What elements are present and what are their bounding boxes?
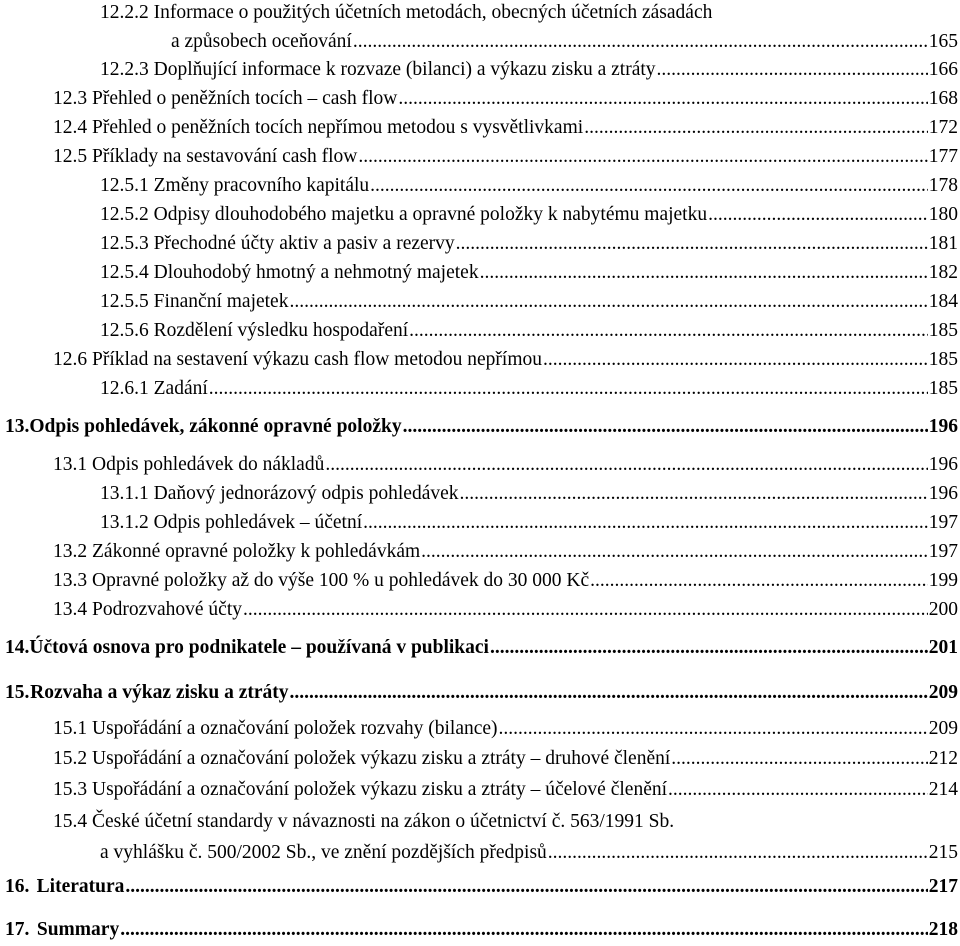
- toc-entry-12-5-3[interactable]: [100, 232, 958, 256]
- toc-entry-text: 13.2 Zákonné opravné položky k pohledávkám: [53, 541, 421, 562]
- leader-dots: [668, 778, 928, 802]
- toc-entry-text: 15.4 České účetní standardy v návaznosti na zákon o účetnictví č. 563/1991 Sb.: [53, 811, 675, 832]
- toc-entry-12-3[interactable]: [53, 87, 958, 111]
- toc-entry-text: 12.2.3 Doplňující informace k rozvaze (bilanci) a výkazu zisku a ztráty: [100, 59, 656, 80]
- leader-dots: [456, 232, 928, 256]
- leader-dots: [398, 87, 927, 111]
- leader-dots: [209, 377, 928, 401]
- toc-entry-text: 13.1 Odpis pohledávek do nákladů: [53, 454, 325, 475]
- toc-entry-text: 12.4 Přehled o peněžních tocích nepřímou metodou s vysvětlivkami: [53, 117, 584, 138]
- leader-dots: [543, 348, 928, 372]
- toc-entry-12-6-1[interactable]: [100, 377, 958, 401]
- toc-entry-text: 15.1 Uspořádání a označování položek rozvahy (bilance): [53, 718, 498, 739]
- toc-entry-text: Literatura: [36, 876, 125, 897]
- toc-entry-15-3[interactable]: [53, 778, 958, 802]
- toc-entry-15-2[interactable]: [53, 747, 958, 771]
- leader-dots: [490, 636, 928, 660]
- toc-entry-text: 12.6 Příklad na sestavení výkazu cash flow metodou nepřímou: [53, 349, 543, 370]
- page-number: 201: [928, 637, 958, 658]
- page-number: 218: [928, 919, 958, 940]
- toc-entry-13-4[interactable]: [53, 598, 958, 622]
- toc-entry-12-2-3[interactable]: [100, 58, 958, 82]
- toc-entry-12-5[interactable]: [53, 145, 958, 169]
- leader-dots: [325, 453, 927, 477]
- page-number: 165: [928, 31, 958, 52]
- leader-dots: [353, 30, 928, 54]
- leader-dots: [657, 58, 928, 82]
- leader-dots: [480, 261, 928, 285]
- page-number: 197: [928, 512, 958, 533]
- toc-chapter-15[interactable]: [5, 681, 958, 705]
- page-number: 172: [928, 117, 958, 138]
- page-number: 185: [928, 378, 958, 399]
- page-number: 178: [928, 175, 958, 196]
- leader-dots: [421, 540, 928, 564]
- toc-entry-12-5-5[interactable]: [100, 290, 958, 314]
- page-number: 214: [928, 779, 958, 800]
- toc-entry-12-5-2[interactable]: [100, 203, 958, 227]
- toc-entry-text: 13.3 Opravné položky až do výše 100 % u pohledávek do 30 000 Kč: [53, 570, 590, 591]
- page-number: 196: [928, 416, 958, 437]
- page-number: 168: [928, 88, 958, 109]
- toc-entry-13-1-1[interactable]: [100, 482, 958, 506]
- leader-dots: [290, 681, 928, 705]
- toc-entry-text: 12.6.1 Zadání: [100, 378, 208, 399]
- leader-dots: [358, 145, 927, 169]
- toc-entry-text: 15.2 Uspořádání a označování položek výkazu zisku a ztráty – druhové členění: [53, 748, 671, 769]
- toc-entry-12-4[interactable]: [53, 116, 958, 140]
- leader-dots: [671, 747, 927, 771]
- leader-dots: [289, 290, 927, 314]
- leader-dots: [590, 569, 928, 593]
- toc-chapter-13[interactable]: [5, 415, 958, 439]
- page-number: 199: [928, 570, 958, 591]
- toc-entry-text: Odpis pohledávek, zákonné opravné položky: [29, 416, 402, 437]
- toc-entry-text: Rozvaha a výkaz zisku a ztráty: [30, 682, 289, 703]
- chapter-number: 17.: [5, 919, 30, 940]
- page-number: 181: [928, 233, 958, 254]
- leader-dots: [409, 319, 928, 343]
- leader-dots: [403, 415, 928, 439]
- toc-entry-13-3[interactable]: [53, 569, 958, 593]
- page-number: 180: [928, 204, 958, 225]
- toc-entry-text: 13.1.1 Daňový jednorázový odpis pohledávek: [100, 483, 459, 504]
- toc-entry-12-5-1[interactable]: [100, 174, 958, 198]
- page-number: 215: [928, 842, 958, 863]
- chapter-number: 14.: [5, 637, 30, 658]
- leader-dots: [584, 116, 928, 140]
- toc-entry-15-4[interactable]: [100, 841, 958, 865]
- leader-dots: [363, 511, 928, 535]
- page-number: 209: [928, 718, 958, 739]
- toc-entry-text: 13.1.2 Odpis pohledávek – účetní: [100, 512, 363, 533]
- toc-entry-text: 12.5.5 Finanční majetek: [100, 291, 289, 312]
- toc-entry-text: 12.5.6 Rozdělení výsledku hospodaření: [100, 320, 409, 341]
- page-number: 177: [928, 146, 958, 167]
- toc-entry-text: Summary: [36, 919, 120, 940]
- toc-entry-12-2-2[interactable]: [171, 30, 958, 54]
- toc-entry-text: 12.2.2 Informace o použitých účetních metodách, obecných účetních zásadách: [100, 2, 713, 23]
- toc-entry-15-4-line1[interactable]: [53, 810, 674, 834]
- toc-entry-15-1[interactable]: [53, 717, 958, 741]
- toc-chapter-14[interactable]: [5, 636, 958, 660]
- leader-dots: [499, 717, 928, 741]
- toc-entry-13-1-2[interactable]: [100, 511, 958, 535]
- toc-entry-12-2-2-line1[interactable]: [100, 1, 712, 25]
- page-number: 209: [928, 682, 958, 703]
- page-number: 166: [928, 59, 958, 80]
- page-number: 196: [928, 483, 958, 504]
- chapter-number: 16.: [5, 876, 30, 897]
- leader-dots: [548, 841, 928, 865]
- toc-chapter-16[interactable]: [5, 875, 958, 899]
- chapter-number: 13.: [5, 416, 30, 437]
- leader-dots: [125, 875, 927, 899]
- page-number: 197: [928, 541, 958, 562]
- leader-dots: [370, 174, 928, 198]
- leader-dots: [708, 203, 928, 227]
- page-number: 182: [928, 262, 958, 283]
- toc-entry-text: 12.5 Příklady na sestavování cash flow: [53, 146, 358, 167]
- page-number: 196: [928, 454, 958, 475]
- page-number: 185: [928, 349, 958, 370]
- toc-entry-text: 15.3 Uspořádání a označování položek výkazu zisku a ztráty – účelové členění: [53, 779, 668, 800]
- leader-dots: [120, 918, 928, 942]
- toc-entry-13-2[interactable]: [53, 540, 958, 564]
- toc-entry-text: 12.5.2 Odpisy dlouhodobého majetku a opravné položky k nabytému majetku: [100, 204, 708, 225]
- toc-entry-text: 12.5.4 Dlouhodobý hmotný a nehmotný majetek: [100, 262, 479, 283]
- toc-entry-text: 12.5.1 Změny pracovního kapitálu: [100, 175, 370, 196]
- toc-entry-13-1[interactable]: [53, 453, 958, 477]
- leader-dots: [243, 598, 928, 622]
- toc-entry-text: a způsobech oceňování: [171, 31, 352, 52]
- toc-entry-text: 12.3 Přehled o peněžních tocích – cash flow: [53, 88, 398, 109]
- toc-entry-text: a vyhlášku č. 500/2002 Sb., ve znění pozdějších předpisů: [100, 842, 547, 863]
- leader-dots: [460, 482, 928, 506]
- page-number: 200: [928, 599, 958, 620]
- page-number: 217: [928, 876, 958, 897]
- toc-entry-12-6[interactable]: [53, 348, 958, 372]
- chapter-number: 15.: [5, 682, 30, 703]
- page-number: 184: [928, 291, 958, 312]
- toc-entry-12-5-6[interactable]: [100, 319, 958, 343]
- toc-entry-text: Účtová osnova pro podnikatele – používaná v publikaci: [29, 637, 489, 658]
- toc-entry-text: 12.5.3 Přechodné účty aktiv a pasiv a rezervy: [100, 233, 455, 254]
- page-number: 212: [928, 748, 958, 769]
- page-number: 185: [928, 320, 958, 341]
- toc-entry-12-5-4[interactable]: [100, 261, 958, 285]
- toc-chapter-17[interactable]: [5, 918, 958, 942]
- toc-entry-text: 13.4 Podrozvahové účty: [53, 599, 243, 620]
